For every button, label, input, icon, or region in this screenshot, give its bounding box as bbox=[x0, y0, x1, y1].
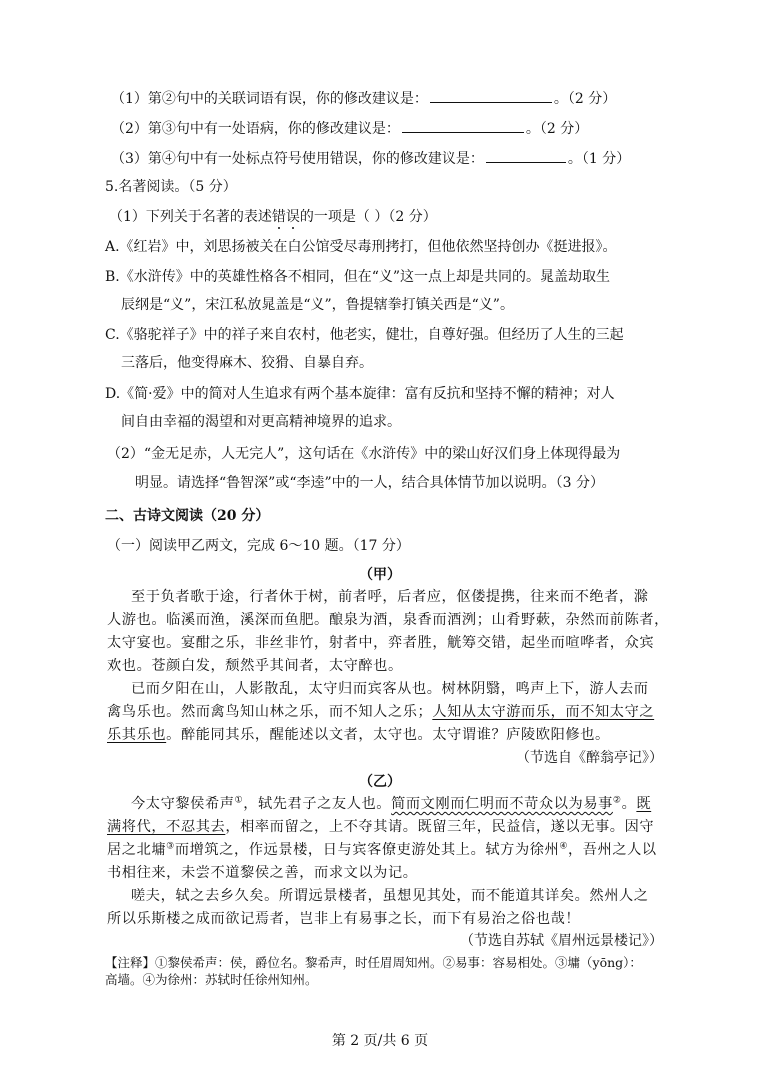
wavy-underlined-sentence: 简而文刚而仁明而不苛众以为易事 bbox=[391, 796, 613, 812]
yi-line-1-c: 。 bbox=[621, 796, 637, 812]
footnote-marker: ④ bbox=[559, 841, 568, 852]
yi-line-3-c: ，吾州之人以 bbox=[567, 842, 657, 858]
yi-line-3-b: 而增筑之，作远景楼，日与宾客僚吏游处其上。轼方为徐州 bbox=[174, 842, 560, 858]
passage-jia-title: （甲） bbox=[359, 567, 401, 583]
jia-line-7 bbox=[107, 726, 610, 744]
option-d: D.《简·爱》中的简对人生追求有两个基本旋律：富有反抗和坚持不懈的精神；对人 bbox=[105, 386, 615, 402]
jia-line-2: 人游也。临溪而渔，溪深而鱼肥。酿泉为酒，泉香而酒洌；山肴野蔌，杂然而前陈者， bbox=[107, 612, 669, 628]
yi-line-2-text: ，相率而留之，上不夺其请。既留三年，民益信，遂以无事。因守 bbox=[225, 819, 655, 835]
footnote-marker: ② bbox=[612, 795, 622, 806]
option-a: A.《红岩》中，刘思扬被关在白公馆受尽毒刑拷打，但他依然坚持创办《挺进报》。 bbox=[105, 239, 617, 255]
jia-line-7-text: 。醉能同其乐，醒能述以文者，太守也。太守谓谁？庐陵欧阳修也。 bbox=[166, 727, 610, 743]
annotation-line-2: 高墙。④为徐州：苏轼时任徐州知州。 bbox=[105, 972, 318, 987]
jia-line-6-text: 禽鸟乐也。然而禽鸟知山林之乐，而不知人之乐； bbox=[107, 704, 433, 720]
q4-item-2 bbox=[111, 119, 588, 138]
yi-line-4: 书相往来，未尝不道黎侯之善，而求文以为记。 bbox=[107, 865, 418, 881]
option-c-cont: 三落后，他变得麻木、狡猾、自暴自弃。 bbox=[121, 355, 373, 371]
jia-line-5: 已而夕阳在山，人影散乱，太守归而宾客从也。树林阴翳，鸣声上下，游人去而 bbox=[131, 681, 649, 697]
page-number: 第 2 页/共 6 页 bbox=[331, 1033, 429, 1049]
yi-line-5: 嗟夫，轼之去乡久矣。所谓远景楼者，虽想见其处，而不能道其详矣。然州人之 bbox=[131, 888, 649, 904]
answer-blank-2[interactable] bbox=[402, 119, 524, 133]
yi-line-1-b: ，轼先君子之友人也。 bbox=[243, 796, 392, 812]
yi-line-1 bbox=[131, 795, 651, 813]
footnote-marker: ① bbox=[234, 795, 244, 806]
underlined-sentence-cont: 乐其乐也 bbox=[107, 727, 167, 743]
yi-line-6: 所以乐斯楼之成而欲记焉者，岂非上有易事之长，而下有易治之俗也哉！ bbox=[107, 911, 581, 927]
annotation-line-1: 【注释】①黎侯希声：侯，爵位名。黎希声，时任眉周知州。②易事：容易相处。③墉（yōng）： bbox=[105, 955, 642, 970]
underlined-sentence-cont: 满将代，不忍其去 bbox=[107, 819, 226, 835]
option-d-cont: 间自由幸福的渴望和对更高精神境界的追求。 bbox=[121, 414, 401, 430]
emphasis-char: 错 bbox=[271, 209, 286, 225]
underlined-sentence: 人知从太守游而乐，而不知太守之 bbox=[432, 704, 655, 720]
yi-source: （节选自苏轼《眉州远景楼记》） bbox=[460, 933, 663, 949]
option-b-cont: 辰纲是“义”，宋江私放晁盖是“义”，鲁提辖拳打镇关西是“义”。 bbox=[121, 297, 514, 313]
q4-item-2-score: 。（2 分） bbox=[525, 121, 589, 137]
q5-sub1-a: （1）下列关于名著的表述 bbox=[109, 209, 272, 225]
jia-line-1: 至于负者歌于途，行者休于树，前者呼，后者应，伛偻提携，往来而不绝者，滁 bbox=[131, 589, 649, 605]
q4-item-1-score: 。（2 分） bbox=[553, 91, 617, 107]
q4-item-2-text: （2）第③句中有一处语病，你的修改建议是： bbox=[111, 121, 400, 137]
q5-sub2-line1: （2）“金无足赤，人无完人”，这句话在《水浒传》中的梁山好汉们身上体现得最为 bbox=[107, 446, 621, 462]
passage-yi-title: （乙） bbox=[359, 774, 401, 790]
yi-line-2 bbox=[107, 818, 654, 836]
q4-item-3-score: 。（1 分） bbox=[567, 151, 631, 167]
q5-sub2-line2: 明显。请选择“鲁智深”或“李逵”中的一人，结合具体情节加以说明。（3 分） bbox=[135, 475, 604, 491]
q5-sub1 bbox=[109, 208, 437, 226]
q5-title: 5.名著阅读。（5 分） bbox=[105, 179, 237, 195]
option-c: C.《骆驼祥子》中的祥子来自农村，他老实，健壮，自尊好强。但经历了人生的三起 bbox=[105, 327, 624, 343]
underlined-sentence: 既 bbox=[636, 796, 652, 812]
jia-line-4: 欢也。苍颜白发，颓然乎其间者，太守醉也。 bbox=[107, 658, 403, 674]
q4-item-1-text: （1）第②句中的关联词语有误，你的修改建议是： bbox=[111, 91, 428, 107]
yi-line-1-a: 今太守黎侯希声 bbox=[131, 796, 235, 812]
jia-line-6 bbox=[107, 703, 654, 721]
q4-item-1 bbox=[111, 89, 616, 108]
answer-blank-1[interactable] bbox=[430, 89, 552, 103]
answer-blank-3[interactable] bbox=[486, 149, 566, 163]
yi-line-3-a: 居之北墉 bbox=[107, 842, 167, 858]
emphasis-char: 误 bbox=[285, 209, 300, 225]
option-b: B.《水浒传》中的英雄性格各不相同，但在“义”这一点上却是共同的。晁盖劫取生 bbox=[105, 269, 611, 285]
part-heading: （一）阅读甲乙两文，完成 6～10 题。（17 分） bbox=[107, 538, 410, 554]
q4-item-3 bbox=[111, 149, 630, 168]
footnote-marker: ③ bbox=[166, 841, 175, 852]
yi-line-3 bbox=[107, 841, 657, 859]
jia-source: （节选自《醉翁亭记》） bbox=[516, 750, 663, 766]
jia-line-3: 太守宴也。宴酣之乐，非丝非竹，射者中，弈者胜，觥筹交错，起坐而喧哗者，众宾 bbox=[107, 635, 655, 651]
section-heading: 二、古诗文阅读（20 分） bbox=[105, 508, 270, 524]
q5-sub1-b: 的一项是（ ）（2 分） bbox=[299, 209, 437, 225]
q4-item-3-text: （3）第④句中有一处标点符号使用错误，你的修改建议是： bbox=[111, 151, 484, 167]
